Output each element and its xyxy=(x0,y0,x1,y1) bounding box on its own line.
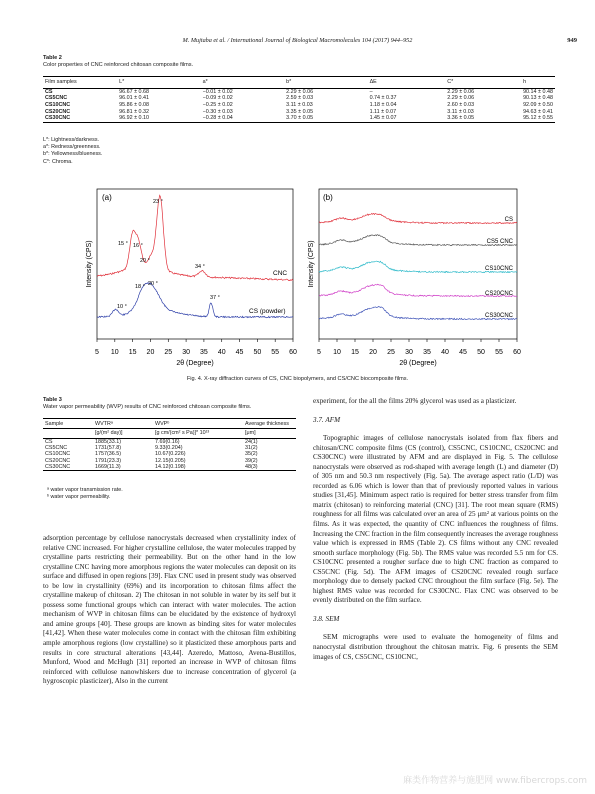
panel-a-ylabel: Intensity (CPS) xyxy=(86,240,93,288)
xrd-panel-a xyxy=(80,184,300,370)
table3-unit: [g cm/(cm² s Pa)]* 10¹³ xyxy=(153,429,243,438)
curve-label: CS30CNC xyxy=(484,313,513,319)
curve-label: CS5 CNC xyxy=(486,239,513,245)
table3-unit: [g/(m² day)] xyxy=(93,429,153,438)
table2-col-header: C* xyxy=(445,77,521,89)
table-cell: CS20CNC xyxy=(45,457,71,464)
x-tick-label: 10 xyxy=(110,349,119,356)
table-row xyxy=(43,464,296,471)
table-cell: 96.01 ± 0.41 xyxy=(119,95,150,102)
table-cell: CS xyxy=(45,438,53,445)
table-cell: 96.67 ± 0.68 xyxy=(119,88,150,95)
left-column-text xyxy=(43,534,296,687)
xrd-panel-b xyxy=(302,184,527,370)
panel-b-label: (b) xyxy=(323,193,333,202)
x-tick-label: 25 xyxy=(387,349,395,356)
peak-label: 15 ° xyxy=(118,241,128,247)
table-cell: 3.70 ± 0.05 xyxy=(284,115,367,122)
table-cell: −0.09 ± 0.02 xyxy=(202,95,233,102)
footnote: ᵇ water vapor permeability. xyxy=(47,494,111,501)
x-tick-label: 55 xyxy=(271,349,280,356)
peak-label: 37 ° xyxy=(210,295,220,301)
panel-b-xlabel: 2θ (Degree) xyxy=(399,360,437,367)
watermark: 麻类作物营养与施肥网 www.fibercrops.com xyxy=(403,776,587,786)
table-cell: CS5CNC xyxy=(45,445,68,452)
table-cell: −0.28 ± 0.04 xyxy=(201,115,285,122)
table-cell: CS30CNC xyxy=(43,115,117,122)
table-cell: 96.92 ± 0.10 xyxy=(117,115,201,122)
x-tick-label: 15 xyxy=(351,349,359,356)
table-cell: 2.29 ± 0.06 xyxy=(447,88,475,95)
table-cell: CS xyxy=(45,88,53,95)
table2-col-header: h xyxy=(521,77,555,89)
table-cell: 95.86 ± 0.08 xyxy=(119,102,150,109)
table-cell: 10.67(0.226) xyxy=(155,451,186,458)
table2-footnotes xyxy=(43,137,102,166)
table2-caption: Color properties of CNC reinforced chitosan composite films. xyxy=(43,62,194,68)
table2-header-row xyxy=(43,77,555,89)
table2 xyxy=(43,76,555,123)
table-row xyxy=(43,88,555,95)
panel-a-xticks xyxy=(95,349,297,356)
body-paragraph: SEM micrographs were used to evaluate the homogeneity of films and nanocrystal distribution throughout the chitosan matrix. Fig. 6 presents the SEM images of CS, CS5CNC, CS10CNC, xyxy=(313,633,558,661)
table3-unit: [μm] xyxy=(243,429,296,438)
table-cell: 14.12(0.198) xyxy=(153,464,243,471)
x-tick-label: 45 xyxy=(459,349,467,356)
table-cell: 0.74 ± 0.37 xyxy=(369,95,397,102)
cs-film-curve xyxy=(319,213,517,223)
table-cell: 90.13 ± 0.48 xyxy=(523,95,553,102)
table-cell: −0.30 ± 0.03 xyxy=(202,108,233,115)
x-tick-label: 60 xyxy=(289,349,297,356)
panel-b-ylabel: Intensity (CPS) xyxy=(308,240,315,288)
curve-label: CS xyxy=(504,217,513,223)
table3-unit xyxy=(43,429,93,438)
right-column-text xyxy=(313,397,558,662)
table3-caption-block xyxy=(43,397,251,411)
x-tick-label: 20 xyxy=(146,349,155,356)
x-tick-label: 50 xyxy=(253,349,262,356)
table-cell: 96.81 ± 0.32 xyxy=(119,108,150,115)
table-cell: 1731(57.8) xyxy=(95,445,122,452)
body-paragraph: adsorption percentage by cellulose nanocrystals decreased when crystallinity index of relative CNC increased. For higher crystalline cellulose, the water molecules trapped by crystalline parts restricting their permeability. But on the other hand in the low crystalline CNC having more amorphous regions the water molecules can deposit on its surface and diffused in open regions [39]. Flax CNC used in present study was observed to be low in crystallinity (69%) and its incorporation to chitosan films affect the crystalline makeup of chitosan. 2) The chitosan in not soluble in water by its self but it possess some functional groups which can interact with water molecules. The action mechanism of WVP in chitosan films can be elucidated by the existence of hydroxyl and amine groups [40]. These groups are known as binding sites for water molecules [41,42]. When these water molecules come in contact with the chitosan film exhibiting ample amorphous regions (low crystalline) so it plasticized these amorphous parts and results in core structural alterations [43,44]. Azeredo, Mattoso, Avena-Bustillos, Munford, Wood and McHugh [31] reported an increase in WVP of chitosan films reinforced with cellulose nanowhiskers due to increase concentration of glycerol (a hygroscopic plasticizer), Also in the current xyxy=(43,534,296,686)
table2-col-header: ΔE xyxy=(368,77,446,89)
table-cell: 3.11 ± 0.03 xyxy=(447,108,474,115)
peak-label: 16 ° xyxy=(133,243,143,249)
table-cell: CS5CNC xyxy=(45,95,68,102)
x-tick-label: 15 xyxy=(128,349,137,356)
table-cell: CS20CNC xyxy=(45,108,71,115)
cs-powder-curve-label: CS (powder) xyxy=(249,308,286,315)
table-cell: CS30CNC xyxy=(43,464,93,471)
table-cell: 2.29 ± 0.06 xyxy=(286,88,314,95)
table-cell: 95.12 ± 0.55 xyxy=(523,115,553,122)
table-cell: 35(2) xyxy=(245,451,258,458)
table-cell: 1.45 ± 0.07 xyxy=(368,115,446,122)
table-row xyxy=(43,108,555,115)
table3-col-header: Sample xyxy=(43,419,93,429)
table-cell: 1.18 ± 0.04 xyxy=(369,102,397,109)
table3-header-row xyxy=(43,419,296,429)
x-tick-label: 40 xyxy=(217,349,226,356)
x-tick-label: 30 xyxy=(182,349,190,356)
peak-label: 20 ° xyxy=(140,258,150,264)
table2-col-header: Film samples xyxy=(43,77,117,89)
x-tick-label: 35 xyxy=(200,349,208,356)
table3-col-header: Average thickness xyxy=(243,419,296,429)
footnote: C*: Chroma. xyxy=(43,158,73,165)
section-heading-sem: 3.8. SEM xyxy=(313,614,340,623)
body-paragraph: experiment, for the all the films 20% glycerol was used as a plasticizer. xyxy=(313,397,517,405)
table-cell: 1791(23.3) xyxy=(95,457,122,464)
x-tick-label: 20 xyxy=(369,349,377,356)
table3 xyxy=(43,418,296,471)
table-cell: CS10CNC xyxy=(45,451,71,458)
table3-col-header: WVPᵇ xyxy=(153,419,243,429)
table-cell: 39(2) xyxy=(245,457,258,464)
footnote: L*: Lightness/darkness. xyxy=(43,137,100,143)
peak-label: 10 ° xyxy=(117,304,127,310)
cnc-curve-label: CNC xyxy=(273,270,288,277)
peak-label: 20 ° xyxy=(148,281,158,287)
table-cell: 24(1) xyxy=(245,438,258,445)
x-tick-label: 30 xyxy=(405,349,413,356)
panel-b-tick-marks xyxy=(319,339,517,342)
table2-title: Table 2 xyxy=(43,55,62,61)
panel-a-label: (a) xyxy=(102,193,112,202)
table-row xyxy=(43,102,555,109)
panel-a-xlabel: 2θ (Degree) xyxy=(176,360,214,367)
x-tick-label: 5 xyxy=(317,349,321,356)
peak-label: 18 ° xyxy=(135,284,145,290)
panel-b-xticks xyxy=(317,349,521,356)
table-cell: CS10CNC xyxy=(45,102,71,109)
table-row xyxy=(43,95,555,102)
footnote: a*: Redness/greenness. xyxy=(43,144,101,151)
panel-a-tick-marks xyxy=(97,339,293,342)
table-cell: 31(2) xyxy=(245,445,258,452)
table-cell: 9.33(0.204) xyxy=(155,445,183,452)
peak-label: 34 ° xyxy=(195,264,205,270)
table-cell: 2.29 ± 0.06 xyxy=(447,95,475,102)
table-row xyxy=(43,438,296,445)
table2-caption-block xyxy=(43,55,193,69)
table-cell: 1757(36.5) xyxy=(95,451,122,458)
table-row xyxy=(43,115,555,122)
table2-col-header: b* xyxy=(284,77,367,89)
table-cell: 48(3) xyxy=(243,464,296,471)
x-tick-label: 50 xyxy=(477,349,485,356)
body-paragraph: Topographic images of cellulose nanocrystals isolated from flax fibers and chitosan/CNC composite films (CS (control), CS5CNC, CS10CNC, CS20CNC and CS30CNC) were illustrated by AFM and are displayed in Fig. 5. The cellulose nanocrystals were observed as rod-shaped with average length (L) and diameter (D) of 305 nm and 50.3 nm respectively (Fig. 5a). The average aspect ratio (L/D) was recorded as 6.06 which is lower than that of previously reported values in various studies [31,45]. Minimum aspect ratio is required for better stress transfer from film matrix (chitosan) to reinforcing material (CNC) [31]. The root mean square (RMS) roughness for all films was calculated over an area of 25 μm² at various points on the films. As it was expected, the quantity of CNC influences the roughness of films. Increasing the CNC fraction in the film consequently increases the average roughness value which is expressed in RMS (Table 2). CS films without any CNC revealed smooth surface morphology (Fig. 5b). The RMS value was recorded 5.5 nm for CS. CS10CNC presented a rougher surface due to high CNC fraction as compared to CS5CNC (Fig. 5d). The AFM images of CS20CNC revealed rough surface morphology due to densely packed CNC throughout the film surface (Fig. 5e). The highest RMS value was recorded for CS30CNC. Flax CNC was observed to be evenly distributed on the film surface. xyxy=(313,434,558,605)
table-cell: 12.15(0.205) xyxy=(155,457,186,464)
table3-caption: Water vapor permeability (WVP) results of CNC reinforced chitosan composite films. xyxy=(43,404,252,410)
table-cell: 1.11 ± 0.07 xyxy=(369,108,397,115)
table2-col-header: a* xyxy=(201,77,285,89)
x-tick-label: 55 xyxy=(495,349,503,356)
figure4-caption: Fig. 4. X-ray diffraction curves of CS, CNC biopolymers, and CS/CNC biocomposite films. xyxy=(186,376,409,382)
table2-col-header: L* xyxy=(117,77,201,89)
table3-title: Table 3 xyxy=(43,397,62,403)
x-tick-label: 5 xyxy=(95,349,99,356)
curve-label: CS20CNC xyxy=(484,291,513,297)
table-cell: −0.01 ± 0.02 xyxy=(202,88,233,95)
page-number: 949 xyxy=(567,37,577,44)
table3-col-header: WVTRᵃ xyxy=(93,419,153,429)
section-heading-afm: 3.7. AFM xyxy=(313,415,341,424)
footnote: b*: Yellowness/blueness. xyxy=(43,151,103,158)
x-tick-label: 25 xyxy=(164,349,173,356)
table-cell: – xyxy=(369,88,373,95)
table3-units-row xyxy=(43,429,296,438)
table-cell: 94.63 ± 0.41 xyxy=(523,108,553,115)
x-tick-label: 45 xyxy=(235,349,244,356)
running-header: M. Mujtaba et al. / International Journal of Biological Macromolecules 104 (2017) 944–952 xyxy=(182,37,413,44)
table-cell: 3.35 ± 0.05 xyxy=(286,108,314,115)
table-cell: 7.69(0.16) xyxy=(155,438,180,445)
peak-label: 23 ° xyxy=(153,199,163,205)
table-cell: 3.36 ± 0.05 xyxy=(445,115,521,122)
table3-footnotes xyxy=(47,487,123,501)
x-tick-label: 35 xyxy=(423,349,431,356)
table-cell: 2.59 ± 0.03 xyxy=(286,95,314,102)
x-tick-label: 60 xyxy=(513,349,521,356)
footnote: ᵃ water vapor transmission rate. xyxy=(47,487,123,493)
table-cell: 92.09 ± 0.50 xyxy=(523,102,553,109)
table-cell: 90.14 ± 0.48 xyxy=(523,88,553,95)
table-cell: 1669(11.3) xyxy=(93,464,153,471)
table-cell: 1885(33.1) xyxy=(95,438,122,445)
x-tick-label: 10 xyxy=(333,349,341,356)
curve-label: CS10CNC xyxy=(484,266,513,272)
table-cell: −0.25 ± 0.02 xyxy=(202,102,233,109)
table-cell: 3.11 ± 0.03 xyxy=(286,102,313,109)
x-tick-label: 40 xyxy=(441,349,449,356)
table-cell: 2.60 ± 0.03 xyxy=(447,102,475,109)
